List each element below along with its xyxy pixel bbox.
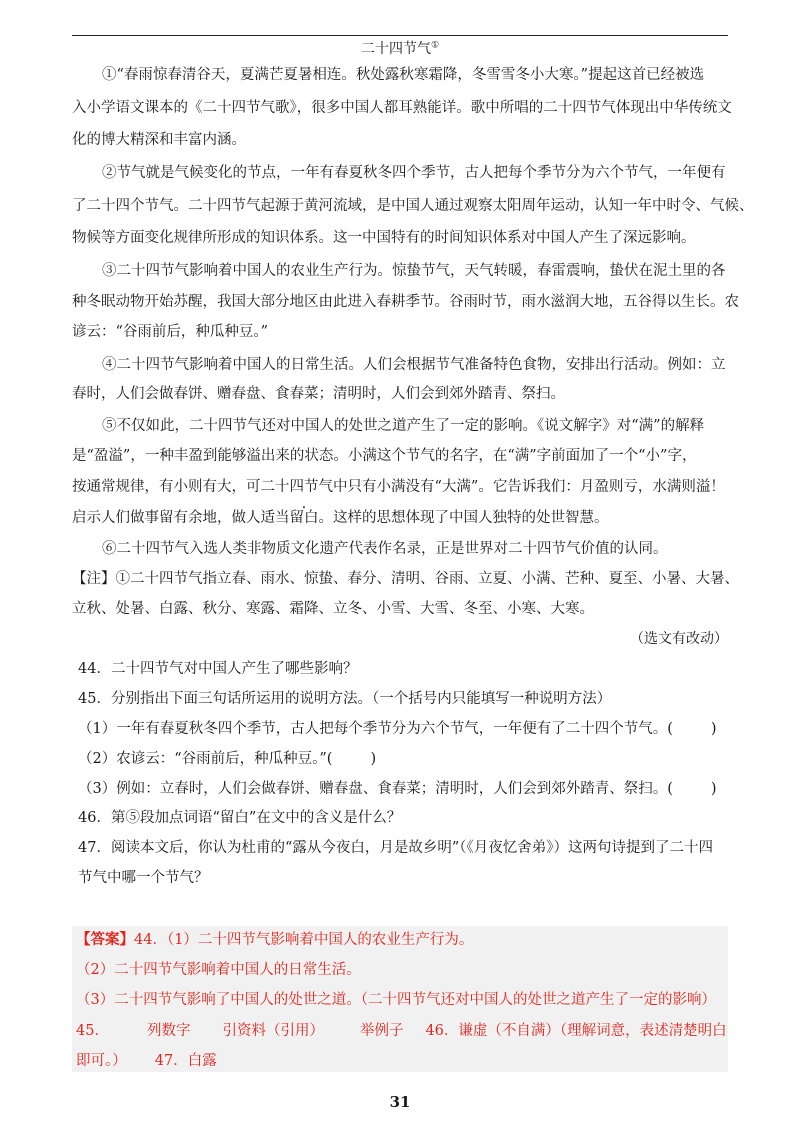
question-44: 44．二十四节气对中国人产生了哪些影响？ bbox=[78, 661, 358, 677]
dotted-word: 留白 bbox=[289, 510, 319, 526]
passage-line: 入小学语文课本的《二十四节气歌》，很多中国人都耳熟能详。歌中所唱的二十四节气体现出中华传统文 bbox=[72, 100, 732, 116]
footnote-line: 【注】①二十四节气指立春、雨水、惊蛰、春分、清明、谷雨、立夏、小满、芒种、夏至、小暑、大暑、 bbox=[72, 571, 739, 587]
question-46: 46．第⑤段加点词语“留白”在文中的含义是什么？ bbox=[78, 810, 402, 826]
passage-line: 了二十四个节气。二十四节气起源于黄河流域，是中国人通过观察太阳周年运动，认知一年中时令、气候、 bbox=[72, 198, 754, 214]
source-note: （选文有改动） bbox=[630, 631, 728, 647]
passage-line: 按通常规律，有小则有大，可二十四节气中只有小满没有“大满”。它告诉我们：月盈则亏，水满则溢！ bbox=[72, 479, 725, 495]
passage-line: 物候等方面变化规律所形成的知识体系。这一中国特有的时间知识体系对中国人产生了深远影响。 bbox=[72, 230, 696, 246]
passage-line: ⑤不仅如此，二十四节气还对中国人的处世之道产生了一定的影响。《说文解字》对“满”的解释 bbox=[102, 418, 705, 434]
passage-line: 谚云：“谷雨前后，种瓜种豆。” bbox=[72, 324, 269, 340]
answer-line: 45． 列数字 引资料（引用） 举例子 46．谦虚（不自满）（理解词意，表述清楚明白 bbox=[76, 1023, 727, 1039]
passage-line: ⑥二十四节气入选人类非物质文化遗产代表作名录，正是世界对二十四节气价值的认同。 bbox=[102, 541, 668, 557]
passage-line: 化的博大精深和丰富内涵。 bbox=[72, 132, 246, 148]
question-47-cont: 节气中哪一个节气？ bbox=[78, 870, 209, 886]
answer-line: 【答案】44．（1）二十四节气影响着中国人的农业生产行为。 bbox=[76, 931, 474, 948]
answer-tag: 【答案】 bbox=[76, 931, 134, 948]
title-footnote-mark: ① bbox=[430, 40, 440, 51]
passage-line: ②节气就是气候变化的节点，一年有春夏秋冬四个季节，古人把每个季节分为六个节气，一年便有 bbox=[102, 165, 726, 181]
question-45-3: （3）例如：立春时，人们会做春饼、赠春盘、食春菜；清明时，人们会到郊外踏青、祭扫。( ) bbox=[78, 781, 717, 797]
passage-line: ③二十四节气影响着中国人的农业生产行为。惊蛰节气，天气转暖，春雷震响，蛰伏在泥土里的各 bbox=[102, 263, 726, 279]
question-45-2: （2）农谚云：“谷雨前后，种瓜种豆。”( ) bbox=[78, 751, 377, 767]
answer-line: 即可。） 47．白露 bbox=[76, 1053, 217, 1069]
passage-line: 种冬眠动物开始苏醒，我国大部分地区由此进入春耕季节。谷雨时节，雨水滋润大地，五谷得以生长。农 bbox=[72, 294, 739, 310]
question-45-1: （1）一年有春夏秋冬四个季节，古人把每个季节分为六个节气，一年便有了二十四个节气。( ) bbox=[78, 721, 717, 737]
passage-line: 是“盈溢”，一种丰盈到能够溢出来的状态。小满这个节气的名字，在“满”字前面加了一个“小”字， bbox=[72, 448, 697, 464]
article-title: 二十四节气① bbox=[360, 40, 440, 57]
passage-line: ④二十四节气影响着中国人的日常生活。人们会根据节气准备特色食物，安排出行活动。例如：立 bbox=[102, 357, 726, 373]
question-45: 45．分别指出下面三句话所运用的说明方法。（一个括号内只能填写一种说明方法） bbox=[78, 691, 612, 707]
page-number: 31 bbox=[389, 1093, 411, 1111]
passage-line: 启示人们做事留有余地，做人适当留白。这样的思想体现了中国人独特的处世智慧。 bbox=[72, 510, 609, 526]
passage-line: 春时，人们会做春饼、赠春盘、食春菜；清明时，人们会到郊外踏青、祭扫。 bbox=[72, 386, 565, 402]
answer-line: （3）二十四节气影响了中国人的处世之道。（二十四节气还对中国人的处世之道产生了一定的影响） bbox=[76, 992, 716, 1008]
footnote-line: 立秋、处暑、白露、秋分、寒露、霜降、立冬、小雪、大雪、冬至、小寒、大寒。 bbox=[72, 601, 594, 617]
header-rule bbox=[72, 35, 728, 36]
answer-line: （2）二十四节气影响着中国人的日常生活。 bbox=[76, 962, 361, 978]
passage-line: ①“春雨惊春清谷天，夏满芒夏暑相连。秋处露秋寒霜降，冬雪雪冬小大寒。”提起这首已经被选 bbox=[102, 67, 705, 83]
question-47: 47．阅读本文后，你认为杜甫的“露从今夜白，月是故乡明”（《月夜忆舍弟》）这两句诗提到了二十四 bbox=[78, 840, 714, 856]
